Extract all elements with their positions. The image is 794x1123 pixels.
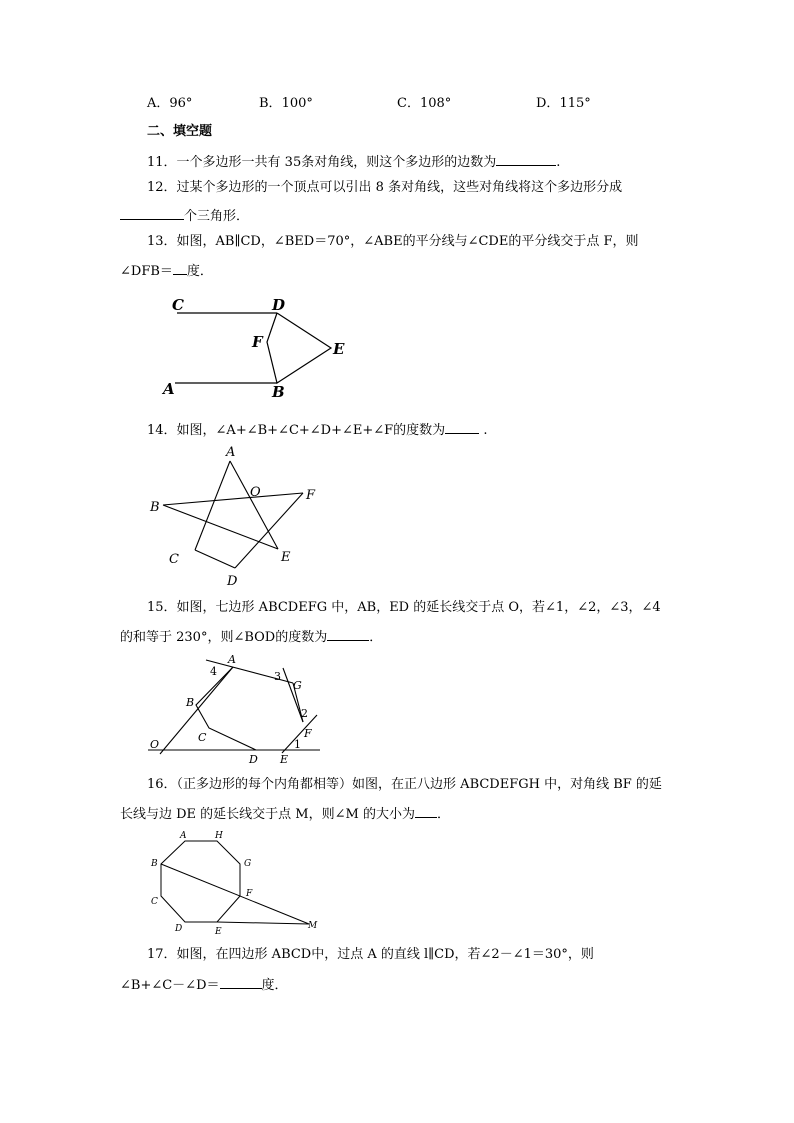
label-a: A — [180, 831, 187, 841]
question-11: 11．一个多边形一共有 35条对角线，则这个多边形的边数为 . — [147, 152, 560, 171]
question-12-line2: 个三角形． — [120, 206, 249, 225]
label-e: E — [333, 340, 345, 358]
label-f: F — [304, 727, 312, 740]
label-f: F — [252, 333, 263, 351]
label-o: O — [150, 738, 160, 751]
choice-d: D．115° — [536, 96, 591, 111]
label-2: 2 — [301, 707, 308, 720]
label-4: 4 — [210, 665, 217, 678]
label-h: H — [215, 831, 223, 841]
question-16-line2: 长线与边 DE 的延长线交于点 M，则∠M 的大小为 ． — [120, 804, 450, 823]
question-15-line2: 的和等于 230°，则∠BOD的度数为 ． — [120, 627, 382, 646]
section-title: 二、填空题 — [147, 124, 213, 139]
figure-13 — [155, 290, 355, 405]
figure-16 — [145, 826, 330, 938]
label-o: O — [250, 485, 261, 500]
label-e: E — [281, 550, 291, 565]
label-b: B — [186, 696, 195, 709]
figure-14 — [140, 442, 340, 592]
choice-a: A．96° — [147, 96, 193, 111]
figure-15 — [140, 648, 330, 766]
label-e: E — [280, 753, 289, 766]
question-15-line1: 15．如图，七边形 ABCDEFG 中，AB，ED 的延长线交于点 O，若∠1，∠2，∠3，∠4 — [147, 600, 661, 615]
question-12-line1: 12．过某个多边形的一个顶点可以引出 8 条对角线，这些对角线将这个多边形分成 — [147, 180, 623, 195]
question-17-line1: 17．如图，在四边形 ABCD中，过点 A 的直线 l∥CD，若∠2－∠1＝30°，则 — [147, 947, 594, 962]
label-c: C — [151, 897, 158, 907]
label-c: C — [169, 552, 179, 567]
label-g: G — [293, 679, 302, 692]
label-b: B — [272, 383, 285, 401]
question-17-line2: ∠B+∠C－∠D＝ 度． — [120, 975, 288, 994]
label-e: E — [215, 927, 222, 937]
label-d: D — [249, 753, 258, 766]
label-a: A — [228, 653, 236, 666]
question-13-line2: ∠DFB＝ 度． — [120, 261, 213, 280]
label-m: M — [308, 921, 318, 931]
label-f: F — [246, 889, 253, 899]
label-3: 3 — [274, 670, 281, 683]
label-1: 1 — [294, 738, 301, 751]
label-c: C — [198, 731, 207, 744]
choice-b: B．100° — [259, 96, 313, 111]
question-13-line1: 13．如图，AB∥CD，∠BED＝70°，∠ABE的平分线与∠CDE的平分线交于点 F，则 — [147, 234, 639, 249]
label-d: D — [175, 924, 183, 934]
choice-c: C．108° — [397, 96, 452, 111]
label-a: A — [226, 445, 236, 460]
label-d: D — [272, 296, 286, 314]
question-16-line1: 16．（正多边形的每个内角都相等）如图，在正八边形 ABCDEFGH 中，对角线 BF 的延 — [147, 777, 662, 792]
label-d: D — [227, 574, 238, 589]
label-f: F — [306, 488, 316, 503]
label-b: B — [150, 500, 160, 515]
label-g: G — [244, 859, 252, 869]
label-c: C — [172, 296, 184, 314]
question-14: 14．如图，∠A+∠B+∠C+∠D+∠E+∠F的度数为 . — [147, 420, 487, 439]
label-b: B — [151, 859, 158, 869]
label-a: A — [163, 380, 175, 398]
